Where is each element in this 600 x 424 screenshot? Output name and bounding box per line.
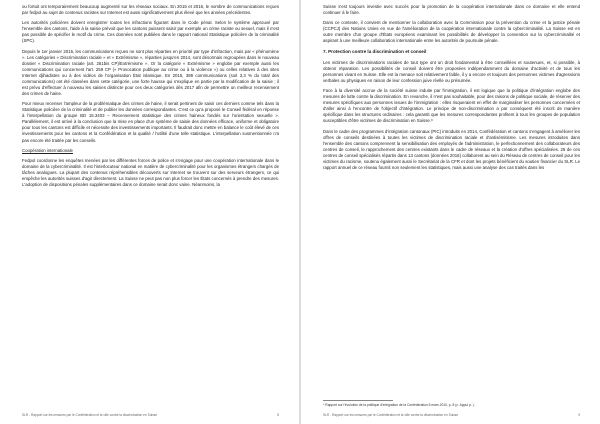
paragraph: Face à la diversité accrue de la société suisse induite par l'immigration, il est logique que la politique d'intégration englobe des mesures de lutte contre la discrimination. En revanche, il n'est pas souhaitable, pour des raisons de politique sociale, de réserver des mesures spécifiques aux personnes issues de l'immigration : elles risqueraient en effet de marginaliser les personnes concernées et d'aller ainsi à l'encontre de l'objectif d'intégration. Le principe de non-discrimination a par conséquent été inscrit de manière spécifique dans les structures ordinaires : cela garantit que les mesures correspondantes profitent à tous les groupes de population susceptibles d'être victimes de discrimination en Suisse.⁸ [323, 88, 580, 124]
paragraph: Fedpol coordonne les enquêtes menées par les différentes forces de police et s'engage pour une coopération internationale dans le domaine de la cybercriminalité. Il est l'interlocuteur national en matière de cybercriminalité pour les organismes étrangers chargés de tâches analogues. La plupart des contenus répréhensibles découverts sur Internet se trouvent sur des serveurs étrangers, ce qui empêche les autorités suisses d'agir directement. La Suisse ne peut pas non plus forcer les États concernés à prendre des mesures. L'adoption de dispositions pénales supplémentaires dans ce domaine serait donc vaine. Néanmoins, la [22, 157, 279, 188]
right-page [301, 0, 600, 424]
section-heading: 7. Protection contre la discrimination et conseil [323, 48, 427, 54]
left-page [0, 0, 299, 424]
right-page-content [323, 4, 580, 175]
page-number: 9 [578, 413, 580, 417]
paragraph: Depuis le 1er janvier 2015, les communications reçues ne sont plus réparties en priorité par type d'infraction, mais par « phénomène ». Les catégories « Discrimination raciale » et « Extrémisme », réparties jusqu'en 2014, sont désormais regroupées dans le nouveau dossier « Discrimination raciale (art. 261bis CP)/Extrémisme ». Or la catégorie « Extrémisme » englobe par exemple aussi les communications qui concernent l'art. 259 CP (« Provocation publique au crime ou à la violence ») ou celles relatives à des sites Internet djihadistes ou à des vidéos de l'organisation État islamique. En 2015, 389 communications (soit 3,3 % du total des communications) ont été classées dans cette catégorie, une forte hausse qui s'explique en partie par la modification de la saisie ; il est prévu d'effectuer à nouveau les saisies distincte pour ces deux catégories dès 2017 afin de permettre un meilleur recensement des crimes de haine. [22, 48, 279, 96]
paragraph: Suisse s'est toujours investie avec succès pour la promotion de la coopération internationale dans ce domaine et elle entend continuer à le faire. [323, 4, 580, 16]
paragraph: Pour mieux recenser l'ampleur de la problématique des crimes de haine, il serait pertinent de saisir ces derniers comme tels dans la Statistique policière de la criminalité et de publier les données correspondantes. C'est ce qu'a proposé le Conseil fédéral en réponse à l'interpellation du groupe BD 15.3403 – Recensement statistique des crimes haineux fondés sur l'orientation sexuelle ». Parallèlement, il est arrivé à la conclusion que la mise en place d'un système de saisie des données efficace, uniforme et obligatoire pour tous les cantons est difficile et nécessite des investissements importants. Il faudrait donc mettre en balance le coût élevé de ces investissements pour les cantons et la Confédération et la qualité / l'utilité d'une telle statistique. L'interpellation susmentionnée n'a pas encore été traitée par les conseils. [22, 101, 279, 143]
subheading: Coopération internationale [22, 147, 73, 153]
footnote-rule [323, 400, 393, 401]
left-page-content [22, 4, 279, 192]
paragraph: ou fortuit ont temporairement beaucoup augmenté sur les réseaux sociaux. En 2015 et 2016, le nombre de communications reçues par fedpol au sujet de contenus racistes sur Internet est aussi significativement plus élevé que les années précédentes. [22, 4, 279, 16]
page-footer [22, 413, 279, 417]
paragraph: Les victimes de discriminations raciales de tout type ont un droit fondamental à être conseillées et soutenues, et, si possible, à obtenir réparation. Les possibilités de conseil doivent être proposées indépendamment du domaine d'activité et de tous les personnes vivant en Suisse. Elle est la menace soit relativement faible, il y a encore et toujours des personnes victimes d'agressions verbales ou physiques en raison de leur confession juive réelle ou présumée. [323, 59, 580, 83]
paragraph: Dans ce contexte, il convient de mentionner la collaboration avec la Commission pour la prévention du crime et la justice pénale (CCPCJ) des Nations Unies en vue de l'amélioration de la coopération internationale contre la cybercriminalité. La Suisse est en outre membre d'un groupe d'États européens examinant les possibilités de développer la convention sur la cybercriminalité et aspirant à une meilleure collaboration internationale entre les autorités de poursuite pénale. [323, 20, 580, 44]
paragraph: Dans le cadre des programmes d'intégration cantonaux (PIC) introduits en 2014, Confédération et cantons s'engagent à améliorer les offres de conseils destinées à toutes les victimes de discrimination raciale et d'antisémitisme. Les mesures introduites dans l'ensemble des cantons comprennent la sensibilisation des employés de l'administration, le perfectionnement des collaborateurs des centres de conseil, le rapprochement des centres existants dans le cadre de réseaux et la création d'offres spécialisées. 25 de ces centres de conseil spécialisés répartis dans 13 cantons (données 2016) collaborent au sein du Réseau de centres de conseil pour les victimes du racisme, soutenu également aussi le Secrétariat de la CFR et dont les projets bénéficient du soutien financier du SLR. Le rapport annuel de ce réseau fournit non seulement les statistiques, mais aussi une analyse des cas traités dans les [323, 128, 580, 170]
footer-text: SLR - Rapport sur les mesures par le Confédération et la ville contre la discrimination en Suisse [22, 413, 158, 417]
page-number: 8 [277, 413, 279, 417]
footer-text: SLR - Rapport sur les mesures par le Confédération et la ville contre la discrimination en Suisse [323, 413, 459, 417]
footnote: ⁸ Rapport sur l'évolution de la politique d'intégration de la Confédération 5 mars 2010, p. 8 (c. Appui p. ). [323, 402, 475, 407]
page-footer [323, 413, 580, 417]
paragraph: Les autorités policières doivent enregistrer toutes les infractions figurant dans le Code pénal. Selon le système approuvé par l'ensemble des cantons, l'aide à la saisie prévoit que les cantons puissent saisir par exemple un crime raciste ou sexuel, mais il n'est pas possible de spécifier le motif du crime. Ces données sont publiées dans le rapport national Statistique policière de la criminalité (SPC). [22, 20, 279, 44]
